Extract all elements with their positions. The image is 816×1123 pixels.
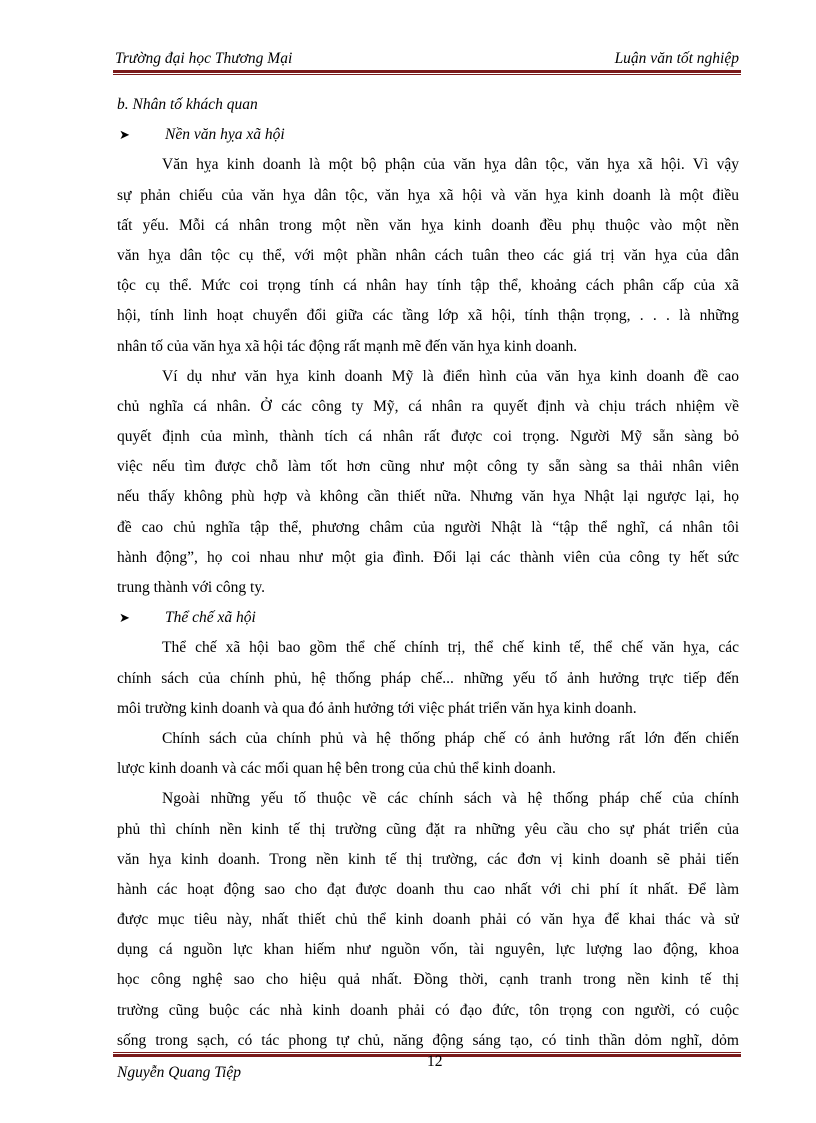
header-doc-type: Luận văn tốt nghiệp xyxy=(614,50,739,67)
section-title: b. Nhân tố khách quan xyxy=(117,96,258,113)
paragraph-line: Chính sách của chính phủ và hệ thống pháp chế có ảnh hưởng rất lớn đến chiến xyxy=(162,729,739,747)
paragraph-line: hội, tính linh hoạt chuyển đổi giữa các tầng lớp xã hội, tính thận trọng, . . . là những xyxy=(117,307,739,325)
paragraph-line: sự phản chiếu của văn hỵa dân tộc, văn hỵa xã hội và văn hỵa kinh doanh là một điều xyxy=(117,186,739,204)
arrow-bullet-icon: ➤ xyxy=(119,127,130,143)
paragraph-line: Ví dụ như văn hỵa kinh doanh Mỹ là điển hình của văn hỵa kinh doanh đề cao xyxy=(162,367,739,385)
paragraph-line: Ngoài những yếu tố thuộc về các chính sách và hệ thống pháp chế của chính xyxy=(162,790,739,808)
paragraph-line: lược kinh doanh và các mối quan hệ bên trong của chủ thể kinh doanh. xyxy=(117,760,556,778)
footer-author: Nguyễn Quang Tiệp xyxy=(117,1064,241,1081)
header-rule xyxy=(113,70,741,75)
paragraph-line: văn hỵa dân tộc cụ thể, với một phần nhân cách tuân theo các giá trị văn hỵa của dân xyxy=(117,246,739,264)
paragraph-line: trường cũng buộc các nhà kinh doanh phải có đạo đức, tôn trọng con người, có cuộc xyxy=(117,1001,739,1019)
paragraph-line: môi trường kinh doanh và qua đó ảnh hưởng tới việc phát triển văn hỵa kinh doanh. xyxy=(117,699,637,717)
subheading-culture xyxy=(117,120,739,150)
paragraph-line: quyết định của mình, thành tích cá nhân rất được coi trọng. Người Mỹ sẵn sàng bỏ xyxy=(117,428,739,446)
paragraph-line: nhân tố của văn hỵa xã hội tác động rất mạnh mẽ đến văn hỵa kinh doanh. xyxy=(117,337,578,355)
subheading-label: Thể chế xã hội xyxy=(165,609,256,627)
page-number: 12 xyxy=(427,1053,443,1070)
paragraph-line: hành động”, họ coi nhau như một gia đình. Đổi lại các thành viên của công ty hết sức xyxy=(117,548,739,566)
paragraph-line: chính sách của chính phủ, hệ thống pháp chế... những yếu tố ảnh hưởng trực tiếp đến xyxy=(117,669,739,687)
paragraph-line: tất yếu. Mỗi cá nhân trong một nền văn hỵa kinh doanh đều phụ thuộc vào một nền xyxy=(117,216,739,234)
paragraph-line: chủ nghĩa cá nhân. Ở các công ty Mỹ, cá nhân ra quyết định và chịu trách nhiệm về xyxy=(117,397,739,415)
paragraph-line: đề cao chủ nghĩa tập thể, phương châm của người Nhật là “tập thể nghĩ, cá nhân tôi xyxy=(117,518,739,536)
header-school: Trường đại học Thương Mại xyxy=(115,50,293,67)
paragraph-line: phủ thì chính nền kinh tế thị trường cũng đặt ra những yêu cầu cho sự phát triển của xyxy=(117,820,739,838)
paragraph-line: tộc cụ thể. Mức coi trọng tính cá nhân hay tính tập thể, khoảng cách phân cấp của xã xyxy=(117,277,739,295)
paragraph-line: học công nghệ sao cho hiệu quả nhất. Đồng thời, cạnh tranh trong nền kinh tế thị xyxy=(117,971,739,989)
body-text xyxy=(117,90,739,1056)
paragraph-line: văn hỵa kinh doanh. Trong nền kinh tế thị trường, các đơn vị kinh doanh sẽ phải tiến xyxy=(117,850,739,868)
paragraph-line: hành các hoạt động sao cho đạt được doanh thu cao nhất với chi phí ít nhất. Để làm xyxy=(117,880,739,898)
paragraph-line: dụng cá nguồn lực khan hiếm như nguồn vốn, tài nguyên, lực lượng lao động, khoa xyxy=(117,941,739,959)
paragraph-line: Văn hỵa kinh doanh là một bộ phận của văn hỵa dân tộc, văn hỵa xã hội. Vì vậy xyxy=(162,156,739,174)
arrow-bullet-icon: ➤ xyxy=(119,610,130,626)
paragraph-line: việc nếu tìm được chỗ làm tốt hơn cũng như một công ty sẵn sàng sa thải nhân viên xyxy=(117,458,739,476)
paragraph-line: sống trong sạch, có tác phong tự chủ, năng động sáng tạo, có tinh thần dỏm nghĩ, dỏm xyxy=(117,1031,739,1049)
paragraph-line: trung thành với công ty. xyxy=(117,579,265,596)
subheading-label: Nền văn hỵa xã hội xyxy=(165,126,285,144)
subheading-institutions xyxy=(117,603,739,633)
paragraph-line: nếu thấy không phù hợp và không cần thiết nữa. Nhưng văn hỵa Nhật lại ngược lại, họ xyxy=(117,488,739,506)
paragraph-line: Thể chế xã hội bao gồm thể chế chính trị, thể chế kinh tế, thể chế văn hỵa, các xyxy=(162,639,739,657)
paragraph-line: được mục tiêu này, nhất thiết chủ thể kinh doanh phải có văn hỵa để khai thác và sử xyxy=(117,911,739,929)
page-header xyxy=(113,46,741,70)
